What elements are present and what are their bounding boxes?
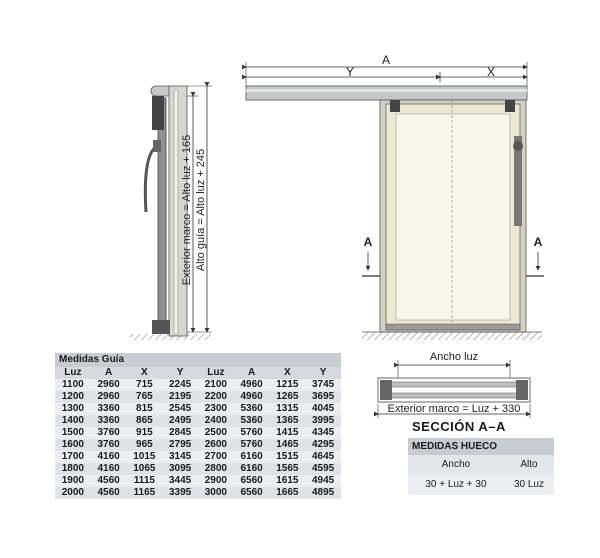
guide-table-cell: 3760	[91, 439, 127, 451]
guide-col-header: A	[234, 367, 270, 379]
guide-table-cell: 3145	[162, 451, 198, 463]
guide-table-cell: 4960	[234, 379, 270, 391]
guide-col-header: X	[270, 367, 306, 379]
guide-table-cell: 1600	[55, 439, 91, 451]
guide-table-cell: 2100	[198, 379, 234, 391]
side-bottom-guide	[152, 320, 170, 334]
section-marker-right: A	[533, 235, 543, 249]
guide-table-cell: 6560	[234, 475, 270, 487]
guide-table-cell: 2545	[162, 403, 198, 415]
section-title: SECCIÓN A–A	[412, 419, 506, 434]
guide-table-cell: 1500	[55, 427, 91, 439]
front-dim-y-label: Y	[345, 65, 355, 79]
guide-col-header: A	[91, 367, 127, 379]
guide-table-row	[55, 451, 341, 463]
opening-value-width: 30 + Luz + 30	[408, 474, 504, 495]
opening-table-title: MEDIDAS HUECO	[408, 438, 554, 455]
guide-table-cell: 1465	[270, 439, 306, 451]
guide-table-cell: 5760	[234, 427, 270, 439]
guide-table-row	[55, 415, 341, 427]
guide-table-cell: 3445	[162, 475, 198, 487]
opening-header-width: Ancho	[408, 455, 504, 474]
guide-table-cell: 4045	[305, 403, 341, 415]
guide-col-header: Luz	[198, 367, 234, 379]
front-door-panel	[396, 114, 510, 320]
guide-table-cell: 3360	[91, 415, 127, 427]
guide-table-cell: 3095	[162, 463, 198, 475]
guide-table-cell: 4160	[91, 463, 127, 475]
guide-table-cell: 1665	[270, 487, 306, 499]
guide-table-cell: 2800	[198, 463, 234, 475]
guide-table-cell: 6160	[234, 451, 270, 463]
guide-table-cell: 1100	[55, 379, 91, 391]
guide-table-cell: 1265	[270, 391, 306, 403]
guide-table-header-row	[55, 367, 341, 379]
guide-table-cell: 5360	[234, 403, 270, 415]
guide-table-cell: 4645	[305, 451, 341, 463]
guide-table-cell: 4560	[91, 475, 127, 487]
guide-table-cell: 2200	[198, 391, 234, 403]
guide-table-cell: 2900	[198, 475, 234, 487]
guide-col-header: X	[127, 367, 163, 379]
guide-table-cell: 3695	[305, 391, 341, 403]
guide-table-cell: 3000	[198, 487, 234, 499]
guide-table-row	[55, 403, 341, 415]
front-view	[246, 53, 544, 340]
guide-table-cell: 2495	[162, 415, 198, 427]
section-view	[378, 351, 530, 418]
section-outline	[378, 378, 530, 402]
guide-table-cell: 2300	[198, 403, 234, 415]
front-guide-rail	[246, 86, 527, 100]
guide-table-cell: 2960	[91, 379, 127, 391]
guide-table-cell: 715	[127, 379, 163, 391]
guide-table-cell: 1415	[270, 427, 306, 439]
guide-table-cell: 1215	[270, 379, 306, 391]
guide-table-cell: 5360	[234, 415, 270, 427]
section-exterior-frame-label: Exterior marco = Luz + 330	[387, 403, 521, 415]
side-door-leaf	[158, 98, 166, 332]
guide-table-cell: 2795	[162, 439, 198, 451]
guide-table-cell: 6560	[234, 487, 270, 499]
side-roller	[152, 96, 164, 130]
guide-table-title: Medidas Guía	[55, 353, 341, 367]
side-exterior-frame-label: Exterior marco = Alto luz + 165	[181, 134, 193, 286]
guide-table-cell: 1565	[270, 463, 306, 475]
guide-table-cell: 4295	[305, 439, 341, 451]
front-floor-hatch	[362, 332, 542, 340]
guide-table-row	[55, 439, 341, 451]
guide-table-cell: 1400	[55, 415, 91, 427]
front-hanger-left	[390, 100, 400, 112]
guide-table-cell: 1515	[270, 451, 306, 463]
guide-table-row	[55, 427, 341, 439]
guide-table-cell: 2000	[55, 487, 91, 499]
guide-table-body	[55, 379, 341, 499]
guide-table-cell: 915	[127, 427, 163, 439]
guide-table-cell: 1115	[127, 475, 163, 487]
guide-table-row	[55, 475, 341, 487]
guide-table-cell: 2400	[198, 415, 234, 427]
guide-table-cell: 1900	[55, 475, 91, 487]
side-view	[130, 86, 212, 340]
opening-header-height: Alto	[504, 455, 554, 474]
guide-table-cell: 965	[127, 439, 163, 451]
guide-table-cell: 3760	[91, 427, 127, 439]
guide-table-cell: 765	[127, 391, 163, 403]
guide-table-cell: 1700	[55, 451, 91, 463]
guide-table-cell: 2195	[162, 391, 198, 403]
guide-table-row	[55, 487, 341, 499]
guide-table-cell: 4945	[305, 475, 341, 487]
guide-table-cell: 1300	[55, 403, 91, 415]
guide-table-cell: 2960	[91, 391, 127, 403]
guide-table-row	[55, 379, 341, 391]
section-clear-width-label: Ancho luz	[429, 351, 479, 363]
guide-table-cell: 5760	[234, 439, 270, 451]
opening-value-height: 30 Luz	[504, 474, 554, 495]
guide-table-row	[55, 463, 341, 475]
guide-table-cell: 1365	[270, 415, 306, 427]
guide-table-cell: 1200	[55, 391, 91, 403]
guide-table-cell: 865	[127, 415, 163, 427]
guide-table-cell: 1165	[127, 487, 163, 499]
guide-table-cell: 6160	[234, 463, 270, 475]
guide-table-cell: 2700	[198, 451, 234, 463]
guide-table-cell: 3395	[162, 487, 198, 499]
section-marker-left: A	[363, 235, 373, 249]
front-hanger-right	[505, 100, 515, 112]
guide-col-header: Y	[162, 367, 198, 379]
side-handle	[145, 146, 158, 212]
guide-dimensions-table	[55, 353, 341, 499]
guide-table-cell: 815	[127, 403, 163, 415]
opening-dimensions-table	[408, 438, 554, 495]
guide-table-cell: 1065	[127, 463, 163, 475]
guide-table-cell: 4895	[305, 487, 341, 499]
guide-col-header: Y	[305, 367, 341, 379]
guide-table-cell: 2500	[198, 427, 234, 439]
guide-table-cell: 1315	[270, 403, 306, 415]
guide-table-cell: 4595	[305, 463, 341, 475]
guide-table-cell: 2600	[198, 439, 234, 451]
guide-table-cell: 4345	[305, 427, 341, 439]
front-bottom-sill	[386, 324, 520, 330]
guide-table-cell: 1800	[55, 463, 91, 475]
guide-table-cell: 2845	[162, 427, 198, 439]
guide-col-header: Luz	[55, 367, 91, 379]
guide-table-cell: 2245	[162, 379, 198, 391]
guide-table-cell: 4560	[91, 487, 127, 499]
guide-table-cell: 3360	[91, 403, 127, 415]
guide-table-cell: 4160	[91, 451, 127, 463]
guide-table-cell: 3995	[305, 415, 341, 427]
side-guide-height-label: Alto guía = Alto luz + 245	[195, 148, 207, 272]
guide-table-cell: 4960	[234, 391, 270, 403]
guide-table-row	[55, 391, 341, 403]
front-dim-a-label: A	[381, 53, 391, 67]
front-dim-x-label: X	[486, 65, 496, 79]
guide-table-cell: 1015	[127, 451, 163, 463]
guide-table-cell: 3745	[305, 379, 341, 391]
guide-table-cell: 1615	[270, 475, 306, 487]
